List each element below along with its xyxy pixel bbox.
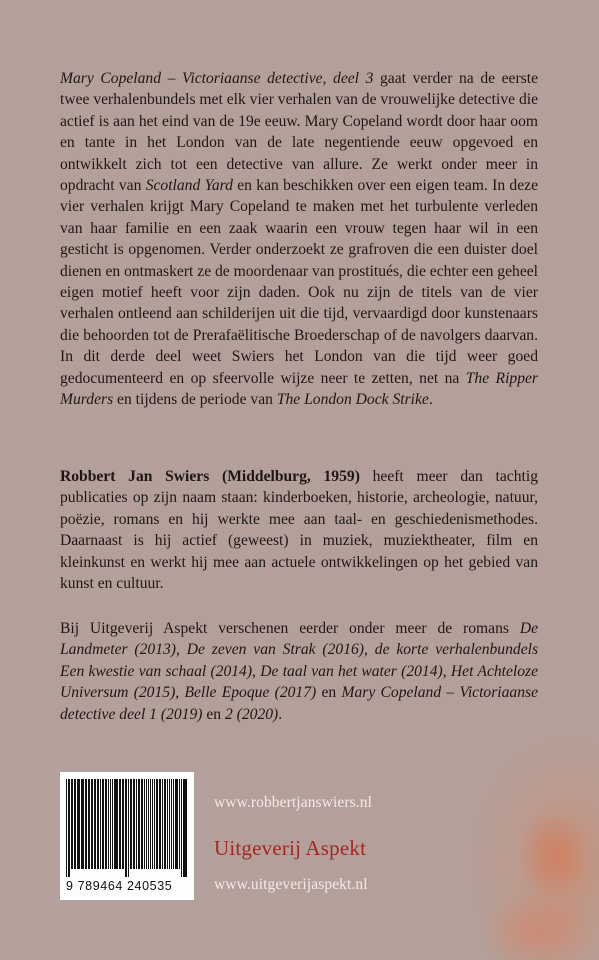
barcode-bar	[77, 779, 79, 869]
bibliography	[60, 618, 538, 725]
description-text: .	[428, 391, 433, 409]
barcode-bar	[125, 779, 126, 877]
barcode-bar	[139, 779, 140, 869]
bibliography-text: ,	[175, 684, 185, 702]
book-reference: 2 (2020)	[224, 705, 279, 723]
author-bio	[60, 466, 538, 594]
isbn-barcode	[60, 772, 194, 900]
barcode-bar	[108, 779, 110, 869]
description-text: gaat verder na de eerste twee verhalenbundels met elk vier verhalen van de vrouwelijke detective die actief is aan het eind van de 19e eeuw. Mary Copeland wordt door haar oom en tante in het London van de late negentiende eeuw opgevoed en ontwikkelt zich tot een detective van allure. Ze werkt onder meer in opdracht van	[60, 70, 539, 195]
barcode-bar	[184, 779, 186, 877]
book-reference: Het Achteloze Universum (2015)	[60, 662, 539, 702]
barcode-bar	[144, 779, 145, 869]
paint-blot-decoration	[519, 810, 589, 900]
barcode-bar	[66, 779, 67, 877]
description-text: en kan beschikken over een eigen team. In deze vier verhalen krijgt Mary Copeland te maken met het turbulente verleden van haar familie en een zaak waarin een vrouw tegen haar wil in een gesticht is opgenomen. Verder onderzoekt ze grafroven die een duister doel dienen en ontmaskert ze de moordenaar van prostitués, die echter een geheel eigen motief heeft voor zijn daden. Ook nu zijn de titels van de vier verhalen ontleend aan schilderijen uit die tijd, vervaardigd door kunstenaars die behoorden tot de Prerafaëlitische Broederschap of de navolgers daarvan. In dit derde deel weet Swiers het London van die tijd weer goed gedocumenteerd en op sfeervolle wijze neer te zetten, net na	[60, 177, 539, 387]
barcode-bar	[173, 779, 174, 869]
barcode-bar	[88, 779, 90, 869]
barcode-bar	[91, 779, 92, 869]
barcode-bar	[71, 779, 73, 869]
bibliography-text: Bij Uitgeverij Aspekt verschenen eerder onder meer de romans	[60, 620, 520, 637]
paint-blot-decoration	[459, 720, 599, 960]
barcode-bar	[160, 779, 161, 869]
author-website: www.robbertjanswiers.nl	[214, 794, 372, 811]
barcode-bar	[120, 779, 121, 869]
barcode-bar	[97, 779, 99, 869]
description-italic: Scotland Yard	[145, 177, 233, 195]
barcode-bar	[175, 779, 177, 869]
description-text: en tijdens de periode van	[113, 391, 277, 409]
book-title: Mary Copeland – Victoriaanse detective, deel 3	[60, 70, 374, 87]
publisher-name: Uitgeverij Aspekt	[214, 836, 367, 860]
bibliography-text: ,	[442, 662, 451, 680]
barcode-bar	[86, 779, 87, 869]
barcode-bar	[148, 779, 150, 869]
barcode-bar	[136, 779, 137, 869]
description-italic: The London Dock Strike	[276, 391, 429, 409]
author-bio-text: heeft meer dan tachtig publicaties op zijn naam staan: kinderboeken, historie, archeologie, natuur, poëzie, romans en hij werkte mee aan taal- en geschiedenismethodes. Daarnaast is hij actief (geweest) in muziek, muziektheater, film en kleinkunst en werkt hij mee aan actuele ontwikkelingen op het gebied van kunst en cultuur.	[60, 468, 538, 593]
barcode-bar	[74, 779, 75, 869]
barcode-bar	[69, 779, 70, 877]
publisher-website: www.uitgeverijaspekt.nl	[214, 876, 368, 893]
paint-blot-decoration	[479, 890, 599, 960]
barcode-bar	[154, 779, 156, 869]
isbn-number: 9 789464 240535	[66, 879, 173, 893]
bibliography-text: ,	[252, 662, 261, 680]
barcode-bar	[152, 779, 153, 869]
barcode-bar	[133, 779, 135, 869]
barcode-bar	[128, 779, 129, 877]
barcode-bar	[171, 779, 173, 869]
barcode-bar	[177, 779, 178, 869]
barcode-bar	[141, 779, 143, 869]
book-reference: De Landmeter (2013)	[60, 620, 538, 659]
book-reference: Belle Epoque (2017)	[184, 684, 317, 702]
bibliography-text: en	[202, 705, 225, 723]
book-reference: Mary Copeland – Victoriaanse detective deel 1 (2019)	[60, 684, 539, 723]
book-reference: De taal van het water (2014)	[260, 662, 443, 680]
barcode-bar	[169, 779, 170, 869]
barcode-bar	[164, 779, 166, 869]
bibliography-text: ,	[176, 641, 187, 659]
bibliography-text: ,	[364, 641, 375, 659]
barcode-bar	[122, 779, 124, 869]
barcode-bar	[156, 779, 158, 869]
book-reference: De zeven van Strak (2016)	[186, 641, 364, 659]
book-description	[60, 68, 538, 411]
description-italic: The Ripper Murders	[60, 369, 538, 409]
barcode-bar	[105, 779, 107, 869]
book-reference: Een kwestie van schaal (2014)	[60, 662, 253, 680]
barcode-bar	[112, 779, 113, 869]
barcode-bar	[115, 779, 117, 869]
barcode-bar	[82, 779, 84, 869]
barcode-bar	[181, 779, 182, 877]
bibliography-text: en	[316, 684, 342, 702]
barcode-bar	[100, 779, 101, 869]
barcode-bar	[94, 779, 96, 869]
barcode-bars	[66, 779, 188, 877]
bibliography-text: .	[278, 705, 283, 723]
barcode-bar	[103, 779, 104, 869]
barcode-bar	[131, 779, 132, 869]
author-name: Robbert Jan Swiers (Middelburg, 1959)	[60, 468, 360, 485]
bibliography-text: de korte verhalenbundels	[374, 641, 539, 659]
